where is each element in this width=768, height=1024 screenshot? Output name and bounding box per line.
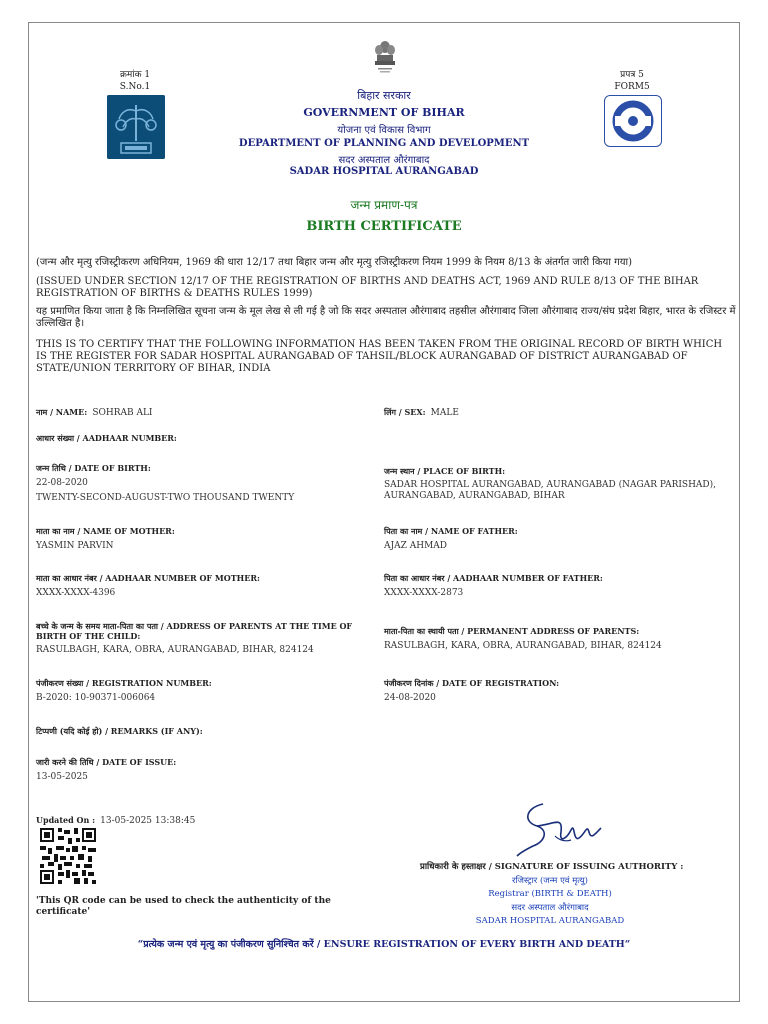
slogan: “प्रत्येक जन्म एवं मृत्यु का पंजीकरण सुनिश्चित करें / ENSURE REGISTRATION OF EVERY BIRTH AND DEATH“ (137, 939, 631, 950)
qr-code-icon[interactable] (40, 828, 96, 884)
address-birth-label: बच्चे के जन्म के समय माता-पिता का पता / ADDRESS OF PARENTS AT THE TIME OF BIRTH OF THE CHILD: (36, 621, 353, 641)
pob-value: SADAR HOSPITAL AURANGABAD, AURANGABAD (NAGAR PARISHAD), AURANGABAD, AURANGABAD, BIHAR (384, 480, 717, 501)
father-aadhaar-label: पिता का आधार नंबर / AADHAAR NUMBER OF FATHER: (384, 573, 603, 583)
signature-label: प्राधिकारी के हस्ताक्षर / SIGNATURE OF ISSUING AUTHORITY : (420, 862, 684, 872)
address-permanent-label: माता-पिता का स्थायी पता / PERMANENT ADDRESS OF PARENTS: (384, 626, 640, 636)
form-english: FORM5 (614, 82, 650, 92)
father-value: AJAZ AHMAD (384, 541, 447, 551)
dob-value: 22-08-2020 (36, 478, 88, 488)
mother-label: माता का नाम / NAME OF MOTHER: (36, 526, 175, 536)
intro-hindi-2: यह प्रमाणित किया जाता है कि निम्नलिखित सूचना जन्म के मूल लेख से ली गई है जो कि सदर अस्पताल औरंगाबाद तहसील औरंगाबाद जिला औरंगाबाद राज्य/संघ प्रदेश बिहार, भारत के रजिस्टर में उल्लिखित है। (36, 306, 736, 329)
pob-label: जन्म स्थान / PLACE OF BIRTH: (384, 466, 506, 476)
updated-label: Updated On : (36, 815, 96, 825)
issue-date-value: 13-05-2025 (36, 772, 88, 782)
mother-aadhaar-value: XXXX-XXXX-4396 (36, 588, 116, 598)
intro-english-2: THIS IS TO CERTIFY THAT THE FOLLOWING INFORMATION HAS BEEN TAKEN FROM THE ORIGINAL RECORD OF BIRTH WHICH IS THE REGISTER FOR SADAR HOSPITAL AURANGABAD OF TAHSIL/BLOCK AURANGABAD OF DISTRICT AURANGABAD OF STATE/UNION TERRITORY OF BIHAR, INDIA (36, 339, 723, 374)
aadhaar-label: आधार संख्या / AADHAAR NUMBER: (36, 433, 177, 443)
gov-english: GOVERNMENT OF BIHAR (303, 106, 465, 119)
registrar-hindi: रजिस्ट्रार (जन्म एवं मृत्यु) (512, 876, 588, 886)
name-value: SOHRAB ALI (92, 408, 153, 418)
dept-english: DEPARTMENT OF PLANNING AND DEVELOPMENT (238, 138, 530, 149)
name-row (36, 400, 366, 419)
dob-words: TWENTY-SECOND-AUGUST-TWO THOUSAND TWENTY (36, 493, 295, 503)
intro-english-1: (ISSUED UNDER SECTION 12/17 OF THE REGISTRATION OF BIRTHS AND DEATHS ACT, 1969 AND RULE 8/13 OF THE BIHAR REGISTRATION OF BIRTHS & DEATHS RULES 1999) (36, 276, 699, 299)
father-label: पिता का नाम / NAME OF FATHER: (384, 526, 518, 536)
registration-date-value: 24-08-2020 (384, 693, 436, 703)
national-emblem-icon (372, 38, 398, 78)
issue-date-label: जारी करने की तिथि / DATE OF ISSUE: (36, 757, 177, 767)
name-label: नाम / NAME: (36, 407, 88, 417)
signature-icon (515, 798, 605, 858)
signature-hospital-hindi: सदर अस्पताल औरंगाबाद (511, 903, 589, 913)
updated-value: 13-05-2025 13:38:45 (100, 816, 196, 826)
address-birth-value: RASULBAGH, KARA, OBRA, AURANGABAD, BIHAR, 824124 (36, 645, 314, 655)
title-hindi: जन्म प्रमाण-पत्र (350, 198, 418, 212)
mother-value: YASMIN PARVIN (36, 541, 114, 551)
registrar-english: Registrar (BIRTH & DEATH) (488, 889, 612, 899)
sex-row (384, 400, 724, 419)
registration-number-value: B-2020: 10-90371-006064 (36, 693, 156, 703)
hospital-english: SADAR HOSPITAL AURANGABAD (289, 166, 479, 177)
registration-number-label: पंजीकरण संख्या / REGISTRATION NUMBER: (36, 678, 212, 688)
intro-hindi-1: (जन्म और मृत्यु रजिस्ट्रीकरण अधिनियम, 1969 की धारा 12/17 तथा बिहार जन्म और मृत्यु रजिस्ट्रीकरण नियम 1999 के नियम 8/13 के अंतर्गत जारी किया गया) (36, 257, 633, 268)
remarks-label: टिप्पणी (यदि कोई हो) / REMARKS (IF ANY): (36, 726, 203, 736)
mother-aadhaar-label: माता का आधार नंबर / AADHAAR NUMBER OF MOTHER: (36, 573, 260, 583)
hospital-hindi: सदर अस्पताल औरंगाबाद (338, 155, 430, 166)
registration-date-label: पंजीकरण दिनांक / DATE OF REGISTRATION: (384, 678, 560, 688)
address-permanent-value: RASULBAGH, KARA, OBRA, AURANGABAD, BIHAR, 824124 (384, 641, 662, 651)
signature-hospital-english: SADAR HOSPITAL AURANGABAD (475, 916, 625, 926)
dob-label: जन्म तिथि / DATE OF BIRTH: (36, 463, 151, 473)
qr-note: 'This QR code can be used to check the authenticity of the certificate' (36, 896, 331, 917)
gov-hindi: बिहार सरकार (357, 89, 411, 102)
title-english: BIRTH CERTIFICATE (306, 219, 462, 234)
dept-hindi: योजना एवं विकास विभाग (337, 125, 431, 136)
form-hindi: प्रपत्र 5 (620, 70, 644, 80)
updated-on (36, 808, 195, 827)
sex-value: MALE (430, 408, 459, 418)
sno-english: S.No.1 (119, 82, 151, 92)
sno-hindi: क्रमांक 1 (119, 70, 151, 80)
father-aadhaar-value: XXXX-XXXX-2873 (384, 588, 464, 598)
sex-label: लिंग / SEX: (384, 407, 426, 417)
